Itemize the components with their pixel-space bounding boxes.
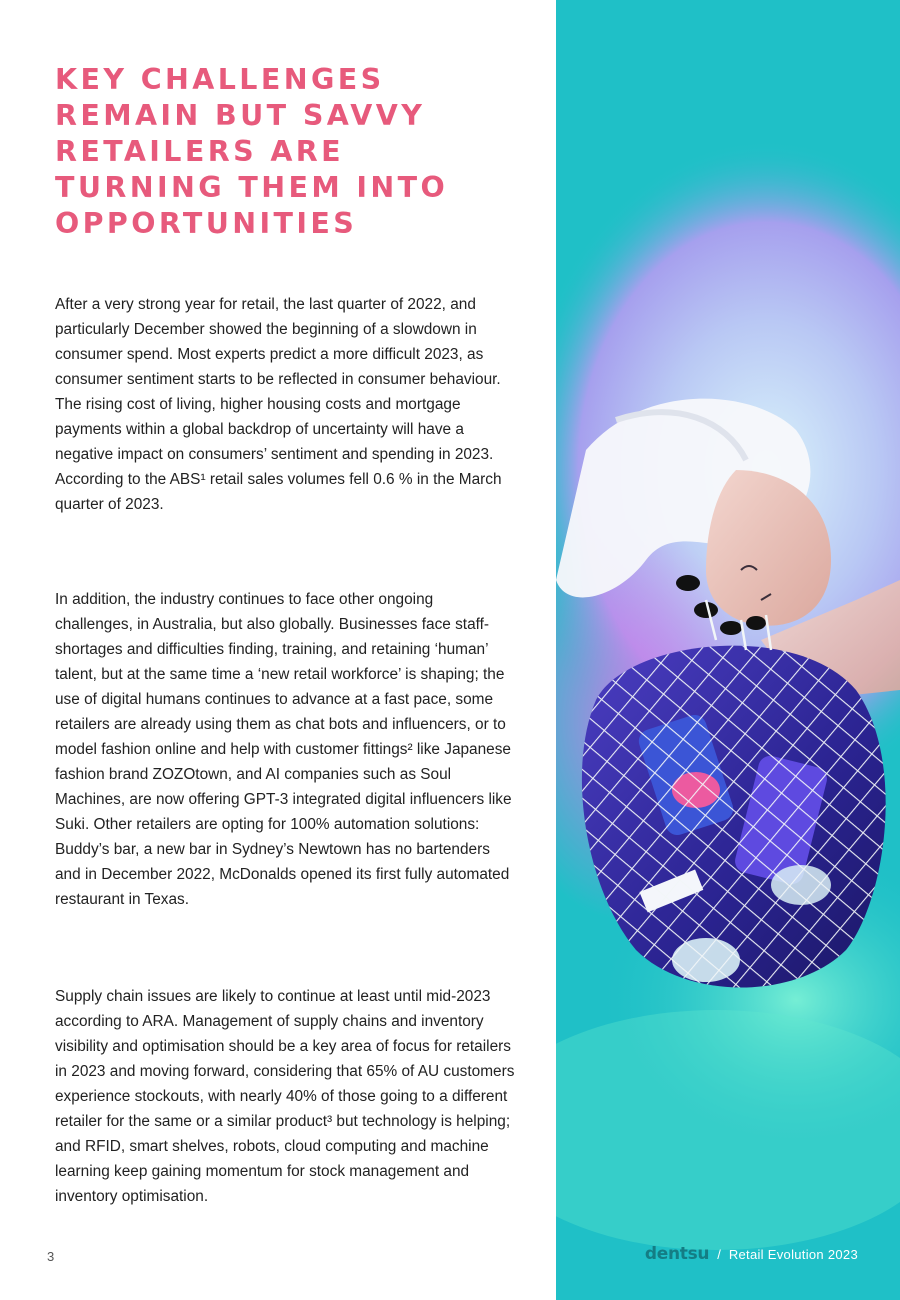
page-number: 3 <box>47 1249 55 1264</box>
footer <box>645 1244 858 1264</box>
body-paragraph-workforce: In addition, the industry continues to face other ongoing challenges, in Australia, but also globally. Businesses face staff-shortages and difficulties finding, training, and retaining ‘human’ talent, but at the same time a ‘new retail workforce’ is shaping; the use of digital humans continues to advance at a fast pace, some retailers are already using them as chat bots and influencers, or to model fashion online and help with customer fittings² like Japanese fashion brand ZOZOtown, and AI companies such as Soul Machines, are now offering GPT-3 integrated digital influencers like Suki. Other retailers are opting for 100% automation solutions: Buddy’s bar, a new bar in Sydney’s Newtown has no bartenders and in December 2022, McDonalds opened its first fully automated restaurant in Texas. <box>55 591 512 908</box>
body-paragraph-economy: After a very strong year for retail, the last quarter of 2022, and particularly December showed the beginning of a slowdown in consumer spend. Most experts predict a more difficult 2023, as consumer sentiment starts to be reflected in consumer behaviour. The rising cost of living, higher housing costs and mortgage payments within a global backdrop of uncertainty will have a negative impact on consumers’ sentiment and spending in 2023. According to the ABS¹ retail sales volumes fell 0.6 % in the March quarter of 2023. <box>55 296 502 513</box>
footer-document-title: Retail Evolution 2023 <box>728 1247 858 1262</box>
page-headline: KEY CHALLENGES REMAIN BUT SAVVY RETAILERS ARE TURNING THEM INTO OPPORTUNITIES <box>55 63 449 240</box>
photo-hand-holding-net-bag-icon <box>556 0 900 1300</box>
hero-image-panel <box>556 0 900 1300</box>
body-paragraph-supply-chain: Supply chain issues are likely to continue at least until mid-2023 according to ARA. Management of supply chains and inventory visibility and optimisation should be a key area of focus for retailers in 2023 and moving forward, considering that 65% of AU customers experience stockouts, with nearly 40% of those going to a different retailer for the same or a similar product³ but technology is helping; and RFID, smart shelves, robots, cloud computing and machine learning keep gaining momentum for stock management and inventory optimisation. <box>55 988 515 1205</box>
dentsu-logo: dentsu <box>644 1244 710 1264</box>
footer-separator: / <box>717 1247 721 1262</box>
